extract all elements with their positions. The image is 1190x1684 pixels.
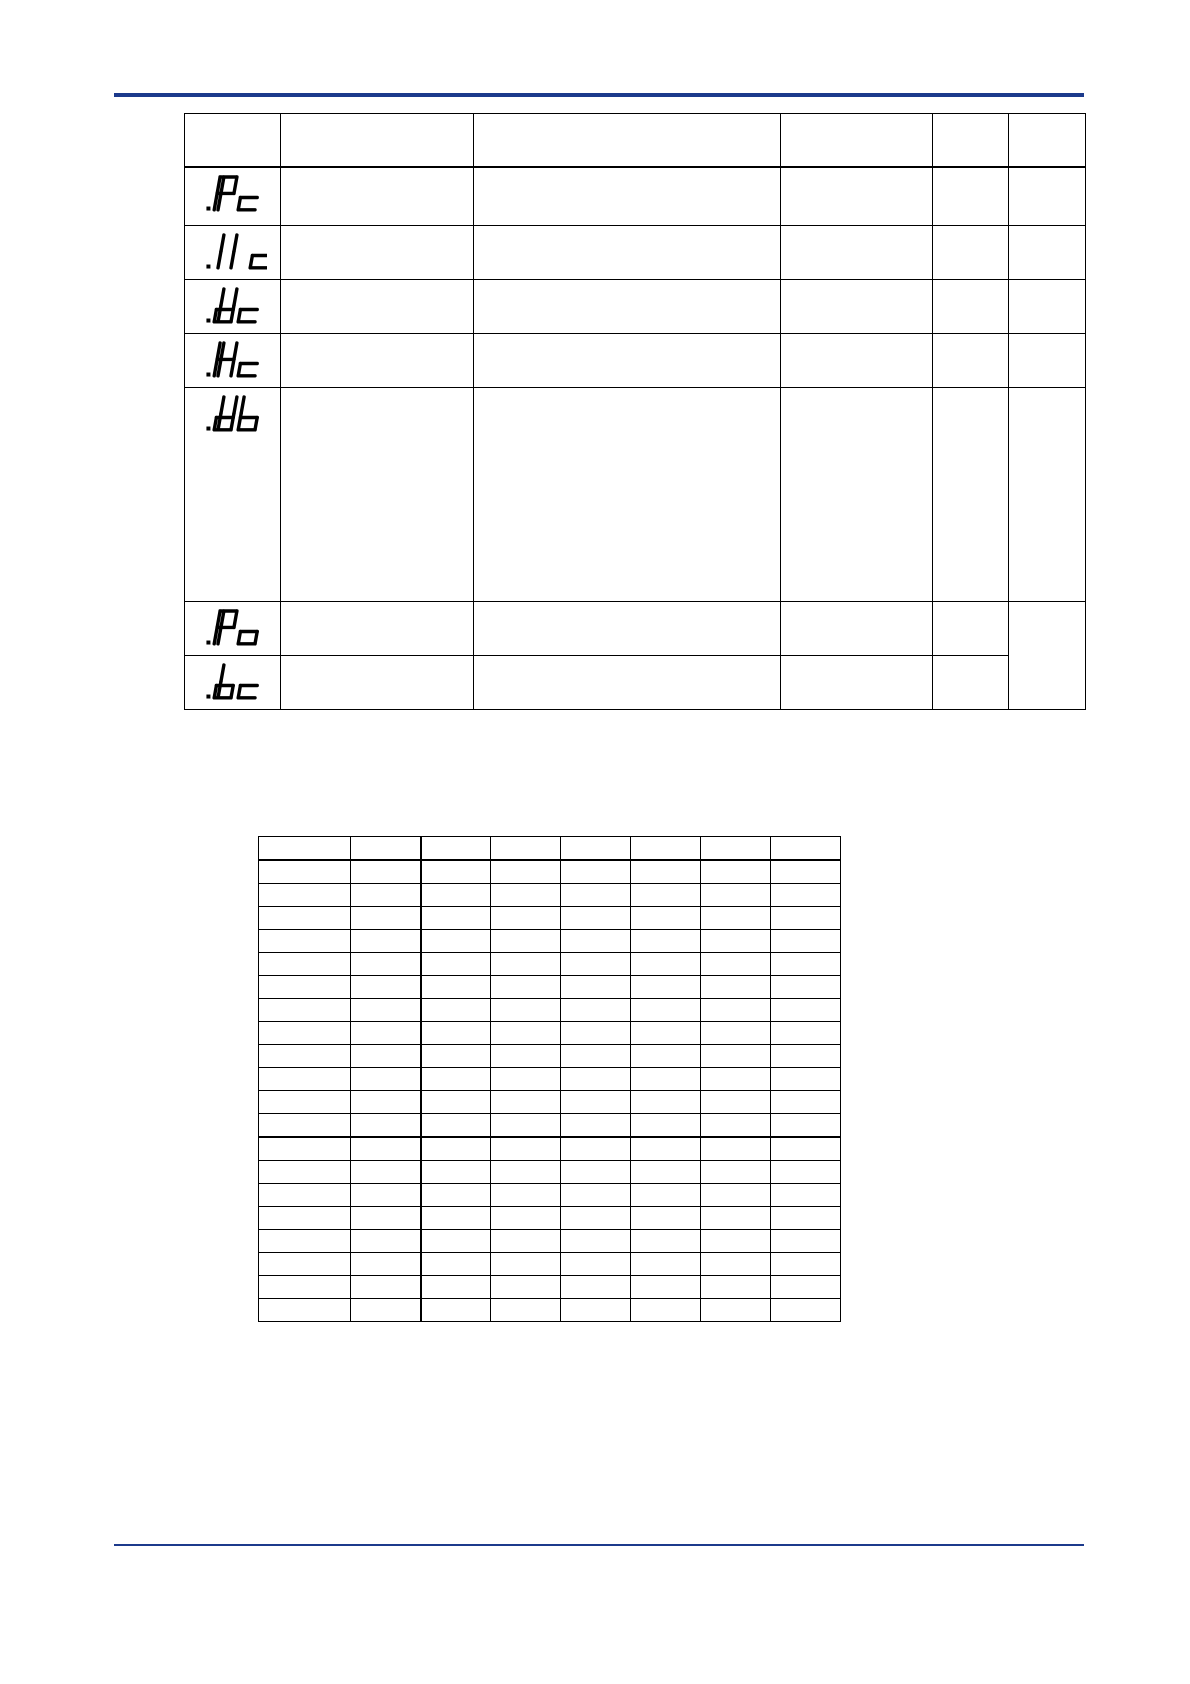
grid-cell: [491, 999, 561, 1022]
grid-cell: [259, 1114, 351, 1138]
grid-row: [259, 907, 841, 930]
parameter-row: [185, 225, 1086, 279]
grid-cell: [421, 1230, 491, 1253]
header-range-cell: [781, 114, 933, 168]
grid-cell: [351, 976, 421, 999]
grid-cell: [259, 1299, 351, 1322]
grid-cell: [631, 999, 701, 1022]
grid-cell: [351, 1068, 421, 1091]
parameter-row: [185, 387, 1086, 601]
parameter-description-cell: [474, 167, 781, 225]
grid-cell: [631, 1022, 701, 1045]
header-rule: [114, 93, 1084, 97]
grid-cell: [701, 837, 771, 861]
grid-cell: [491, 1230, 561, 1253]
parameter-symbol-cell: [185, 279, 281, 333]
grid-cell: [561, 1068, 631, 1091]
grid-cell: [421, 1137, 491, 1161]
parameter-description-cell: [474, 333, 781, 387]
grid-row: [259, 1161, 841, 1184]
parameter-name-cell: [281, 167, 474, 225]
grid-cell: [631, 1161, 701, 1184]
footer-rule: [114, 1544, 1084, 1546]
parameter-default-cell: [933, 655, 1009, 709]
grid-cell: [771, 1022, 841, 1045]
grid-cell: [491, 1207, 561, 1230]
grid-cell: [259, 860, 351, 884]
grid-cell: [421, 907, 491, 930]
parameter-name-cell: [281, 655, 474, 709]
grid-cell: [351, 1299, 421, 1322]
grid-cell: [701, 976, 771, 999]
grid-cell: [351, 1114, 421, 1138]
grid-cell: [561, 1276, 631, 1299]
grid-cell: [491, 1253, 561, 1276]
grid-cell: [491, 1091, 561, 1114]
parameter-range-cell: [781, 333, 933, 387]
grid-row: [259, 930, 841, 953]
grid-cell: [561, 1137, 631, 1161]
grid-cell: [259, 1253, 351, 1276]
grid-cell: [421, 930, 491, 953]
grid-row: [259, 884, 841, 907]
grid-cell: [631, 1045, 701, 1068]
grid-cell: [491, 1068, 561, 1091]
grid-row: [259, 976, 841, 999]
parameter-user-cell: [1009, 225, 1086, 279]
header-name-cell: [281, 114, 474, 168]
grid-cell: [561, 837, 631, 861]
grid-cell: [351, 1045, 421, 1068]
grid-cell: [701, 1022, 771, 1045]
grid-cell: [701, 953, 771, 976]
grid-cell: [351, 907, 421, 930]
parameter-symbol-display: [195, 340, 267, 380]
grid-row: [259, 1022, 841, 1045]
grid-cell: [771, 837, 841, 861]
header-symbol-cell: [185, 114, 281, 168]
grid-cell: [631, 930, 701, 953]
grid-cell: [771, 1276, 841, 1299]
grid-cell: [491, 837, 561, 861]
grid-cell: [701, 1068, 771, 1091]
grid-cell: [561, 1022, 631, 1045]
grid-cell: [701, 884, 771, 907]
grid-cell: [561, 1230, 631, 1253]
grid-cell: [259, 953, 351, 976]
grid-cell: [421, 1114, 491, 1138]
grid-cell: [701, 1045, 771, 1068]
grid-row: [259, 1230, 841, 1253]
grid-cell: [771, 1207, 841, 1230]
parameter-range-cell: [781, 167, 933, 225]
grid-cell: [421, 1299, 491, 1322]
grid-row: [259, 999, 841, 1022]
grid-row: [259, 1253, 841, 1276]
grid-cell: [561, 976, 631, 999]
grid-cell: [259, 999, 351, 1022]
grid-cell: [631, 1114, 701, 1138]
grid-cell: [631, 953, 701, 976]
grid-row: [259, 1068, 841, 1091]
grid-cell: [561, 1299, 631, 1322]
grid-cell: [351, 1091, 421, 1114]
grid-cell: [771, 1045, 841, 1068]
parameter-symbol-cell: [185, 655, 281, 709]
grid-cell: [771, 1091, 841, 1114]
parameter-symbol-display: [195, 232, 267, 272]
parameter-range-cell: [781, 655, 933, 709]
grid-cell: [771, 884, 841, 907]
grid-cell: [701, 1091, 771, 1114]
parameter-range-cell: [781, 279, 933, 333]
grid-cell: [771, 999, 841, 1022]
grid-cell: [351, 1184, 421, 1207]
grid-cell: [561, 953, 631, 976]
grid-cell: [259, 1022, 351, 1045]
grid-cell: [351, 860, 421, 884]
grid-cell: [491, 1114, 561, 1138]
grid-cell: [561, 930, 631, 953]
grid-cell: [491, 953, 561, 976]
grid-cell: [351, 1022, 421, 1045]
parameter-description-cell: [474, 601, 781, 655]
parameter-symbol-cell: [185, 387, 281, 601]
grid-cell: [561, 884, 631, 907]
grid-cell: [351, 837, 421, 861]
parameter-row: [185, 655, 1086, 709]
grid-cell: [561, 1091, 631, 1114]
grid-cell: [701, 907, 771, 930]
grid-cell: [631, 976, 701, 999]
grid-cell: [421, 1022, 491, 1045]
grid-cell: [491, 930, 561, 953]
grid-cell: [561, 860, 631, 884]
parameter-name-cell: [281, 601, 474, 655]
grid-cell: [259, 1230, 351, 1253]
parameter-name-cell: [281, 333, 474, 387]
grid-cell: [421, 860, 491, 884]
grid-cell: [561, 1207, 631, 1230]
grid-cell: [351, 884, 421, 907]
grid-cell: [421, 1091, 491, 1114]
blank-grid-table: [258, 836, 841, 1322]
grid-cell: [421, 1253, 491, 1276]
grid-cell: [259, 907, 351, 930]
grid-cell: [771, 1161, 841, 1184]
grid-cell: [631, 1068, 701, 1091]
grid-cell: [631, 1207, 701, 1230]
grid-cell: [259, 976, 351, 999]
grid-cell: [771, 907, 841, 930]
grid-cell: [351, 1207, 421, 1230]
parameter-symbol-cell: [185, 225, 281, 279]
grid-cell: [259, 1091, 351, 1114]
parameter-row: [185, 601, 1086, 655]
grid-cell: [491, 1299, 561, 1322]
grid-cell: [771, 860, 841, 884]
parameter-table-header: [185, 114, 1086, 168]
grid-cell: [259, 1184, 351, 1207]
grid-cell: [771, 930, 841, 953]
grid-cell: [491, 907, 561, 930]
parameter-user-cell: [1009, 601, 1086, 709]
grid-row: [259, 1137, 841, 1161]
grid-cell: [701, 930, 771, 953]
parameter-row: [185, 333, 1086, 387]
grid-cell: [491, 1045, 561, 1068]
grid-cell: [421, 1161, 491, 1184]
grid-cell: [771, 1184, 841, 1207]
grid-cell: [351, 953, 421, 976]
grid-cell: [561, 1114, 631, 1138]
parameter-default-cell: [933, 333, 1009, 387]
grid-cell: [421, 884, 491, 907]
grid-row: [259, 837, 841, 861]
grid-cell: [561, 1045, 631, 1068]
grid-cell: [771, 1299, 841, 1322]
grid-cell: [561, 999, 631, 1022]
grid-cell: [491, 1137, 561, 1161]
grid-cell: [259, 1276, 351, 1299]
grid-cell: [771, 1114, 841, 1138]
parameter-user-cell: [1009, 387, 1086, 601]
grid-cell: [421, 837, 491, 861]
grid-cell: [351, 930, 421, 953]
header-description-cell: [474, 114, 781, 168]
grid-cell: [259, 837, 351, 861]
grid-cell: [631, 1299, 701, 1322]
grid-cell: [771, 1137, 841, 1161]
parameter-table: [184, 113, 1086, 710]
grid-cell: [631, 884, 701, 907]
grid-cell: [491, 1022, 561, 1045]
grid-cell: [701, 1207, 771, 1230]
grid-row: [259, 1091, 841, 1114]
grid-row: [259, 1114, 841, 1138]
grid-cell: [491, 1161, 561, 1184]
grid-cell: [771, 953, 841, 976]
grid-cell: [421, 1184, 491, 1207]
grid-row: [259, 1276, 841, 1299]
grid-cell: [631, 1184, 701, 1207]
grid-cell: [491, 1276, 561, 1299]
parameter-range-cell: [781, 387, 933, 601]
header-default-cell: [933, 114, 1009, 168]
grid-cell: [491, 860, 561, 884]
grid-cell: [491, 976, 561, 999]
grid-row: [259, 1207, 841, 1230]
grid-cell: [351, 999, 421, 1022]
grid-cell: [421, 1207, 491, 1230]
parameter-symbol-display: [195, 394, 267, 434]
grid-cell: [421, 1276, 491, 1299]
grid-cell: [631, 907, 701, 930]
grid-cell: [259, 884, 351, 907]
grid-cell: [421, 1045, 491, 1068]
grid-cell: [771, 1230, 841, 1253]
parameter-name-cell: [281, 387, 474, 601]
grid-cell: [701, 999, 771, 1022]
grid-cell: [771, 1253, 841, 1276]
parameter-user-cell: [1009, 167, 1086, 225]
parameter-name-cell: [281, 225, 474, 279]
grid-cell: [561, 907, 631, 930]
parameter-default-cell: [933, 601, 1009, 655]
grid-cell: [259, 1137, 351, 1161]
grid-cell: [701, 860, 771, 884]
parameter-symbol-display: [195, 174, 267, 214]
grid-cell: [701, 1253, 771, 1276]
grid-cell: [631, 860, 701, 884]
parameter-range-cell: [781, 601, 933, 655]
grid-cell: [631, 1253, 701, 1276]
grid-cell: [561, 1253, 631, 1276]
grid-cell: [421, 1068, 491, 1091]
grid-cell: [351, 1253, 421, 1276]
parameter-symbol-display: [195, 608, 267, 648]
grid-cell: [771, 976, 841, 999]
grid-cell: [421, 999, 491, 1022]
grid-cell: [351, 1161, 421, 1184]
parameter-symbol-display: [195, 286, 267, 326]
grid-cell: [421, 953, 491, 976]
grid-cell: [351, 1276, 421, 1299]
grid-cell: [631, 1276, 701, 1299]
parameter-name-cell: [281, 279, 474, 333]
parameter-description-cell: [474, 225, 781, 279]
parameter-default-cell: [933, 279, 1009, 333]
parameter-description-cell: [474, 279, 781, 333]
grid-cell: [259, 1207, 351, 1230]
grid-cell: [491, 884, 561, 907]
grid-cell: [631, 1137, 701, 1161]
parameter-range-cell: [781, 225, 933, 279]
grid-cell: [259, 930, 351, 953]
grid-row: [259, 1184, 841, 1207]
parameter-row: [185, 279, 1086, 333]
parameter-description-cell: [474, 387, 781, 601]
grid-cell: [631, 837, 701, 861]
parameter-symbol-cell: [185, 333, 281, 387]
parameter-row: [185, 167, 1086, 225]
grid-row: [259, 953, 841, 976]
grid-cell: [561, 1161, 631, 1184]
grid-cell: [561, 1184, 631, 1207]
grid-cell: [421, 976, 491, 999]
grid-cell: [259, 1068, 351, 1091]
grid-cell: [771, 1068, 841, 1091]
grid-cell: [631, 1230, 701, 1253]
parameter-description-cell: [474, 655, 781, 709]
grid-cell: [259, 1161, 351, 1184]
parameter-user-cell: [1009, 333, 1086, 387]
grid-row: [259, 860, 841, 884]
grid-cell: [351, 1230, 421, 1253]
parameter-default-cell: [933, 225, 1009, 279]
grid-row: [259, 1045, 841, 1068]
grid-cell: [259, 1045, 351, 1068]
parameter-user-cell: [1009, 279, 1086, 333]
grid-row: [259, 1299, 841, 1322]
grid-cell: [701, 1114, 771, 1138]
grid-cell: [701, 1161, 771, 1184]
grid-cell: [701, 1299, 771, 1322]
parameter-symbol-cell: [185, 601, 281, 655]
grid-cell: [351, 1137, 421, 1161]
grid-cell: [701, 1276, 771, 1299]
parameter-default-cell: [933, 167, 1009, 225]
grid-cell: [491, 1184, 561, 1207]
parameter-symbol-display: [195, 662, 267, 702]
grid-cell: [701, 1137, 771, 1161]
grid-cell: [631, 1091, 701, 1114]
parameter-symbol-cell: [185, 167, 281, 225]
grid-cell: [701, 1230, 771, 1253]
parameter-default-cell: [933, 387, 1009, 601]
header-user-cell: [1009, 114, 1086, 168]
grid-cell: [701, 1184, 771, 1207]
